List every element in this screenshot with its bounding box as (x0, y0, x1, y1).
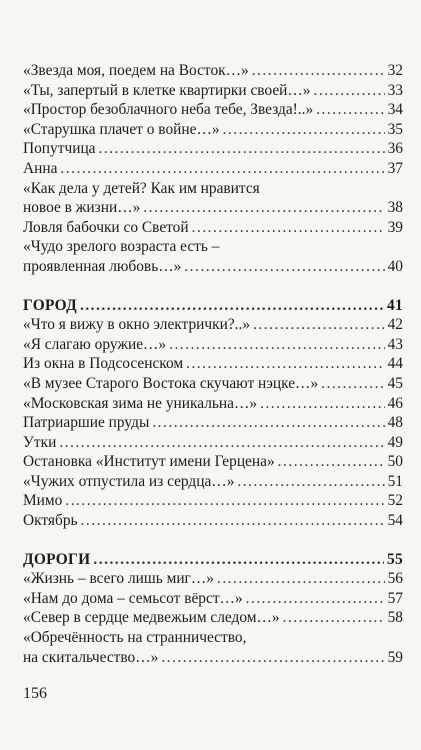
entry-page: 45 (387, 374, 403, 392)
entry-title-line: «Север в сердце медвежьим следом…» (23, 609, 280, 627)
dot-leader (237, 472, 384, 492)
entry-title-line: Мимо (23, 492, 63, 510)
entry-title-line: проявленная любовь…» (23, 257, 182, 275)
entry-page: 42 (387, 316, 403, 334)
dot-leader (246, 589, 385, 609)
dot-leader (60, 159, 384, 179)
entry-title-line: «Обречённость на странничество, (23, 629, 247, 647)
dot-leader (143, 198, 384, 218)
section-spacer (23, 277, 403, 296)
entry-page: 34 (387, 101, 403, 119)
dot-leader (169, 335, 385, 355)
entry-page: 37 (387, 159, 403, 177)
toc-entry (23, 100, 403, 120)
dot-leader (192, 218, 385, 238)
entry-title-line: Попутчица (23, 140, 96, 158)
entry-title-line: новое в жизни…» (23, 199, 141, 217)
entry-title-line: «Московская зима не уникальна…» (23, 394, 258, 412)
toc-entry (23, 139, 403, 159)
dot-leader (217, 569, 385, 589)
dot-leader (223, 120, 385, 140)
toc-entry (23, 491, 403, 511)
dot-leader (252, 61, 385, 81)
toc-entry (23, 354, 403, 374)
entry-title-line: Из окна в Подсосенском (23, 355, 184, 373)
entry-title-line: «Нам до дома – семьсот вёрст…» (23, 589, 243, 607)
toc-entry (23, 413, 403, 433)
entry-title-line: «Как дела у детей? Как им нравится (23, 179, 260, 197)
entry-title-line: «Что я вижу в окно электрички?..» (23, 316, 251, 334)
entry-page: 48 (387, 414, 403, 432)
toc-entry (23, 628, 403, 667)
entry-page: 33 (387, 81, 403, 99)
dot-leader (93, 550, 384, 570)
toc-section-heading (23, 550, 403, 570)
entry-title-line: «Жизнь – всего лишь миг…» (23, 570, 214, 588)
entry-page: 46 (387, 394, 403, 412)
dot-leader (260, 394, 385, 414)
entry-title-line: Остановка «Институт имени Герцена» (23, 453, 275, 471)
entry-page: 38 (387, 199, 403, 217)
entry-page: 57 (387, 589, 403, 607)
entry-title-line: «Ты, запертый в клетке квартирки своей…» (23, 81, 311, 99)
entry-title-line: «В музее Старого Востока скучают нэцке…» (23, 374, 319, 392)
dot-leader (65, 491, 384, 511)
section-page: 41 (387, 296, 403, 314)
entry-page: 50 (387, 453, 403, 471)
toc-entry (23, 81, 403, 101)
toc-entry (23, 608, 403, 628)
dot-leader (99, 139, 385, 159)
entry-page: 56 (387, 570, 403, 588)
toc-section-heading (23, 296, 403, 316)
entry-title-line: Ловля бабочки со Светой (23, 218, 189, 236)
dot-leader (152, 413, 384, 433)
entry-page: 44 (387, 355, 403, 373)
dot-leader (314, 81, 385, 101)
dot-leader (184, 257, 384, 277)
toc-entry (23, 472, 403, 492)
toc-entry (23, 159, 403, 179)
dot-leader (316, 100, 384, 120)
dot-leader (186, 354, 385, 374)
dot-leader (278, 452, 385, 472)
table-of-contents (23, 61, 403, 667)
dot-leader (59, 433, 384, 453)
entry-title-line: на скитальчество…» (23, 648, 159, 666)
entry-page: 35 (387, 120, 403, 138)
toc-entry (23, 315, 403, 335)
toc-entry (23, 335, 403, 355)
dot-leader (80, 296, 384, 316)
entry-title-line: «Простор безоблачного неба тебе, Звезда!..» (23, 101, 314, 119)
dot-leader (283, 608, 385, 628)
entry-page: 40 (387, 257, 403, 275)
toc-entry (23, 569, 403, 589)
dot-leader (253, 315, 385, 335)
section-page: 55 (387, 550, 403, 568)
entry-title-line: «Звезда моя, поедем на Восток…» (23, 62, 249, 79)
toc-entry (23, 374, 403, 394)
entry-title-line: «Чудо зрелого возраста есть – (23, 238, 220, 256)
toc-entry (23, 120, 403, 140)
entry-page: 58 (387, 609, 403, 627)
entry-title-line: Утки (23, 433, 57, 451)
book-page-number: 156 (23, 685, 47, 702)
toc-entry (23, 218, 403, 238)
toc-entry (23, 589, 403, 609)
section-title: ГОРОД (23, 296, 77, 314)
toc-entry (23, 61, 403, 81)
entry-title-line: Патриаршие пруды (23, 414, 150, 432)
toc-entry (23, 394, 403, 414)
entry-page: 43 (387, 335, 403, 353)
toc-entry (23, 452, 403, 472)
dot-leader (161, 648, 384, 668)
entry-page: 52 (387, 492, 403, 510)
entry-title-line: Анна (23, 159, 58, 177)
entry-page: 51 (387, 472, 403, 490)
toc-entry (23, 511, 403, 531)
entry-page: 59 (387, 648, 403, 666)
dot-leader (81, 511, 385, 531)
toc-entry (23, 179, 403, 218)
section-title: ДОРОГИ (23, 550, 91, 568)
entry-title-line: «Я слагаю оружие…» (23, 335, 167, 353)
entry-page: 49 (387, 433, 403, 451)
entry-title-line: Октябрь (23, 512, 78, 530)
section-spacer (23, 531, 403, 550)
entry-title-line: «Старушка плачет о войне…» (23, 120, 220, 138)
entry-page: 39 (387, 218, 403, 236)
entry-page: 54 (387, 512, 403, 530)
entry-page: 32 (387, 62, 403, 79)
dot-leader (321, 374, 384, 394)
entry-title-line: «Чужих отпустила из сердца…» (23, 472, 235, 490)
toc-entry (23, 433, 403, 453)
toc-entry (23, 237, 403, 276)
entry-page: 36 (387, 140, 403, 158)
